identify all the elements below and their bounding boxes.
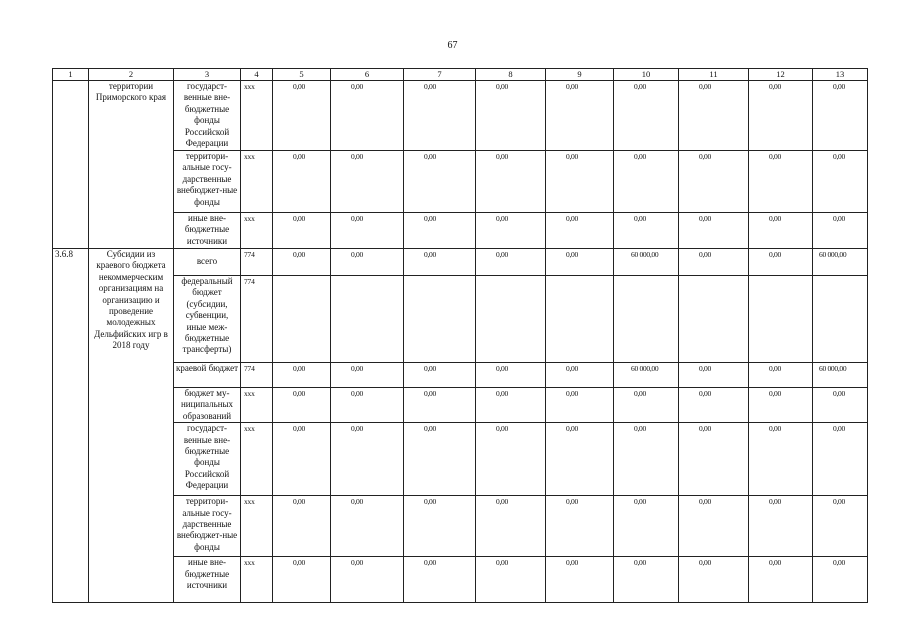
value-cell: 0,00 [404,249,476,276]
value-cell: 60 000,00 [614,249,679,276]
value-cell: 0,00 [614,557,679,603]
value-cell: 0,00 [614,151,679,213]
value-cell: 0,00 [679,496,749,557]
funding-source: всего [174,249,241,276]
value-cell: 0,00 [813,557,868,603]
value-cell: 0,00 [331,213,404,249]
budget-code: 774 [241,249,273,276]
value-cell: 0,00 [331,496,404,557]
funding-source: государст-венные вне-бюджетные фонды Российской Федерации [174,81,241,151]
value-cell: 0,00 [476,249,546,276]
value-cell [813,276,868,363]
row-number [53,81,89,249]
value-cell: 0,00 [546,388,614,423]
budget-code: xxx [241,557,273,603]
value-cell: 0,00 [679,213,749,249]
value-cell: 0,00 [813,213,868,249]
value-cell: 0,00 [476,363,546,388]
value-cell: 0,00 [614,496,679,557]
value-cell: 0,00 [331,249,404,276]
value-cell: 60 000,00 [813,249,868,276]
value-cell: 0,00 [273,363,331,388]
value-cell: 0,00 [273,496,331,557]
value-cell: 0,00 [546,423,614,496]
column-header: 2 [89,69,174,81]
value-cell: 0,00 [679,557,749,603]
value-cell: 0,00 [331,151,404,213]
value-cell: 0,00 [273,388,331,423]
value-cell: 0,00 [749,81,813,151]
column-header: 9 [546,69,614,81]
value-cell [331,276,404,363]
value-cell: 0,00 [749,388,813,423]
value-cell: 0,00 [614,388,679,423]
measure-name: территории Приморского края [89,81,174,249]
table-row [53,249,868,276]
column-header: 13 [813,69,868,81]
value-cell: 60 000,00 [614,363,679,388]
funding-source: иные вне-бюджетные источники [174,557,241,603]
value-cell: 0,00 [749,213,813,249]
value-cell: 0,00 [404,388,476,423]
value-cell [679,276,749,363]
value-cell: 0,00 [273,151,331,213]
value-cell: 0,00 [404,363,476,388]
value-cell: 0,00 [476,496,546,557]
funding-source: территори-альные госу-дарственные внебюджет-ные фонды [174,496,241,557]
budget-code: xxx [241,213,273,249]
measure-name: Субсидии из краевого бюджета некоммерческим организациям на организацию и проведение молодежных Дельфийских игр в 2018 году [89,249,174,603]
value-cell: 0,00 [749,151,813,213]
column-number-row [53,69,868,81]
table-row [53,496,868,557]
value-cell [476,276,546,363]
budget-table [52,68,868,603]
value-cell: 0,00 [679,151,749,213]
value-cell: 0,00 [546,249,614,276]
column-header: 7 [404,69,476,81]
value-cell [749,276,813,363]
value-cell: 0,00 [273,423,331,496]
value-cell: 0,00 [273,249,331,276]
value-cell [614,276,679,363]
value-cell: 0,00 [546,496,614,557]
value-cell: 0,00 [749,249,813,276]
value-cell: 0,00 [546,151,614,213]
value-cell: 0,00 [476,557,546,603]
value-cell: 0,00 [404,213,476,249]
value-cell: 60 000,00 [813,363,868,388]
column-header: 1 [53,69,89,81]
budget-code: 774 [241,363,273,388]
value-cell: 0,00 [546,81,614,151]
value-cell: 0,00 [476,213,546,249]
value-cell: 0,00 [331,557,404,603]
value-cell: 0,00 [546,557,614,603]
value-cell [546,276,614,363]
value-cell: 0,00 [476,81,546,151]
value-cell: 0,00 [614,81,679,151]
value-cell: 0,00 [749,557,813,603]
value-cell: 0,00 [404,423,476,496]
value-cell: 0,00 [813,423,868,496]
table-row [53,423,868,496]
table-row [53,363,868,388]
value-cell: 0,00 [679,388,749,423]
column-header: 12 [749,69,813,81]
value-cell: 0,00 [813,388,868,423]
value-cell: 0,00 [476,423,546,496]
value-cell: 0,00 [749,363,813,388]
value-cell: 0,00 [273,557,331,603]
page-number: 67 [447,40,458,51]
table-row [53,81,868,151]
value-cell: 0,00 [404,557,476,603]
funding-source: иные вне-бюджетные источники [174,213,241,249]
budget-code: xxx [241,81,273,151]
value-cell: 0,00 [749,496,813,557]
value-cell: 0,00 [404,496,476,557]
value-cell: 0,00 [331,363,404,388]
column-header: 8 [476,69,546,81]
funding-source: краевой бюджет [174,363,241,388]
row-number: 3.6.8 [53,249,89,603]
value-cell: 0,00 [404,81,476,151]
value-cell: 0,00 [546,213,614,249]
table-row [53,213,868,249]
value-cell: 0,00 [476,388,546,423]
value-cell [273,276,331,363]
table-body [53,81,868,603]
value-cell: 0,00 [273,81,331,151]
budget-code: xxx [241,496,273,557]
table-row [53,557,868,603]
value-cell: 0,00 [813,81,868,151]
value-cell: 0,00 [614,213,679,249]
value-cell: 0,00 [813,496,868,557]
funding-source: государст-венные вне-бюджетные фонды Российской Федерации [174,423,241,496]
table-row [53,276,868,363]
value-cell: 0,00 [679,81,749,151]
value-cell [404,276,476,363]
budget-code: 774 [241,276,273,363]
column-header: 11 [679,69,749,81]
column-header: 3 [174,69,241,81]
value-cell: 0,00 [404,151,476,213]
value-cell: 0,00 [614,423,679,496]
funding-source: бюджет му-ниципальных образований [174,388,241,423]
value-cell: 0,00 [331,423,404,496]
value-cell: 0,00 [476,151,546,213]
table-row [53,151,868,213]
value-cell: 0,00 [331,388,404,423]
value-cell: 0,00 [679,423,749,496]
value-cell: 0,00 [546,363,614,388]
funding-source: федеральный бюджет (субсидии, субвенции, иные меж-бюджетные трансферты) [174,276,241,363]
column-header: 10 [614,69,679,81]
column-header: 5 [273,69,331,81]
budget-code: xxx [241,423,273,496]
column-header: 4 [241,69,273,81]
value-cell: 0,00 [679,363,749,388]
value-cell: 0,00 [273,213,331,249]
value-cell: 0,00 [331,81,404,151]
value-cell: 0,00 [749,423,813,496]
budget-code: xxx [241,151,273,213]
value-cell: 0,00 [813,151,868,213]
budget-code: xxx [241,388,273,423]
table-row [53,388,868,423]
column-header: 6 [331,69,404,81]
funding-source: территори-альные госу-дарственные внебюджет-ные фонды [174,151,241,213]
value-cell: 0,00 [679,249,749,276]
